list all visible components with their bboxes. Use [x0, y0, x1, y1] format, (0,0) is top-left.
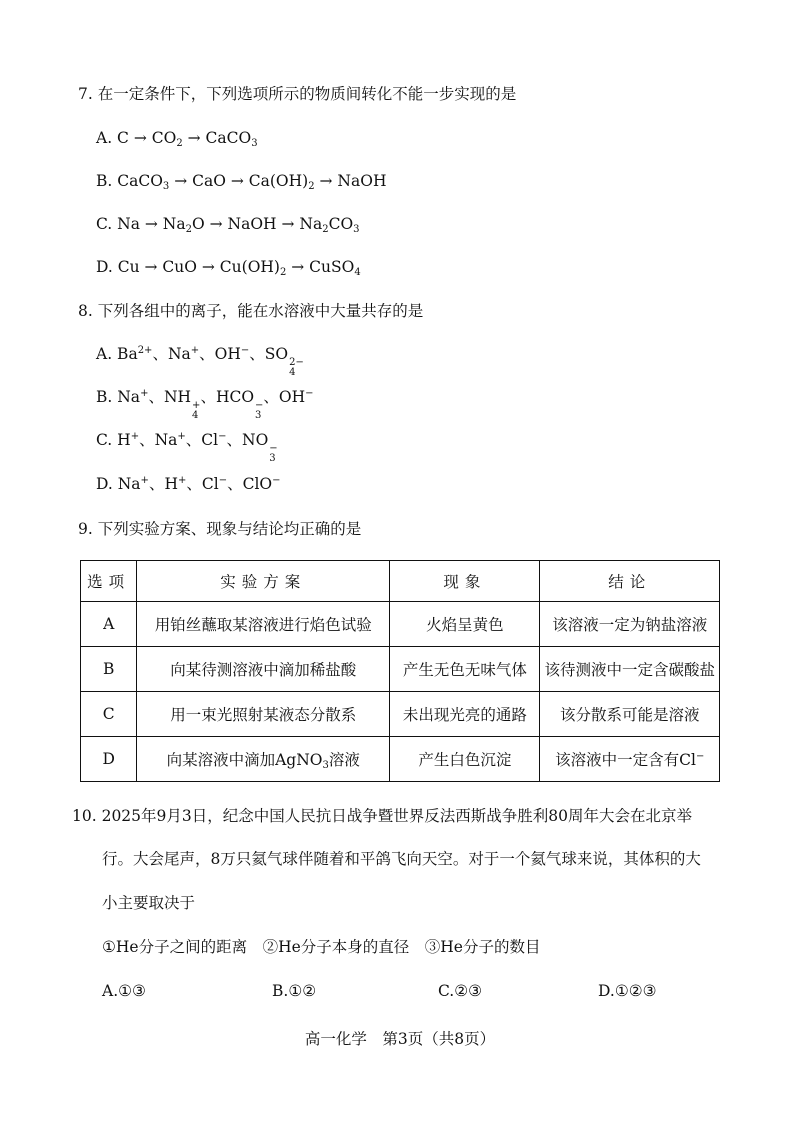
q10-option-d	[598, 981, 657, 1001]
q10-option-a	[102, 981, 146, 1001]
q10-option-b-text: ①②	[288, 982, 317, 1000]
q7-option-d: D. Cu → CuO → $Cu(OH)_2$ → CuSO$_4$	[96, 258, 361, 278]
row-c-phenomenon: 未出现光亮的通路	[390, 692, 540, 737]
q10-option-c-text: ②③	[454, 982, 483, 1000]
q8-option-a: A. $Ba^{2+}$、Na+、OH−、SO 2− 4	[96, 345, 304, 378]
row-c-plan: 用一束光照射某液态分散系	[137, 692, 390, 737]
row-c-conclusion: 该分散系可能是溶液	[540, 692, 720, 737]
q7-option-b: B. CaCO$_3$ → CaO → $Ca(OH)_2$ → NaOH	[96, 172, 387, 192]
q7-option-a: A. $C \to CO_2$ → CaCO$_3$	[96, 129, 258, 149]
row-b-option: B	[81, 647, 137, 692]
row-a-phenomenon: 火焰呈黄色	[390, 602, 540, 647]
table-row	[81, 647, 720, 692]
row-d-plan: 向某溶液中滴加AgNO$_3$溶液	[137, 737, 390, 782]
table-header-row	[81, 561, 720, 602]
q7-option-c: C. $Na \to Na_2O$ → NaOH → $Na_2CO_3$	[96, 215, 360, 235]
row-d-conclusion: 该溶液中一定含有Cl−	[540, 737, 720, 782]
q10-option-b-label: B.	[272, 982, 289, 1000]
table-row	[81, 602, 720, 647]
row-d-phenomenon: 产生白色沉淀	[390, 737, 540, 782]
row-a-conclusion: 该溶液一定为钠盐溶液	[540, 602, 720, 647]
q8-option-c: C. H+、Na+、Cl−、NO − 3	[96, 431, 278, 464]
row-b-phenomenon: 产生无色无味气体	[390, 647, 540, 692]
q10-option-a-text: ①③	[118, 982, 146, 1000]
experiment-table	[80, 560, 720, 782]
row-d-option: D	[81, 737, 137, 782]
q10-option-c-label: C.	[438, 982, 455, 1000]
header-conclusion: 结论	[540, 561, 720, 602]
q10-factors: ①He分子之间的距离 ②He分子本身的直径 ③He分子的数目	[102, 938, 541, 956]
q9-stem: 9. 下列实验方案、现象与结论均正确的是	[78, 520, 362, 538]
table-row	[81, 737, 720, 782]
row-a-option: A	[81, 602, 137, 647]
row-c-option: C	[81, 692, 137, 737]
row-b-conclusion: 该待测液中一定含碳酸盐	[540, 647, 720, 692]
q10-option-d-label: D.	[598, 982, 615, 1000]
header-phenomenon: 现象	[390, 561, 540, 602]
q10-option-d-text: ①②③	[614, 982, 657, 1000]
page-footer: 高一化学 第3页（共8页）	[304, 1030, 496, 1048]
header-plan: 实验方案	[137, 561, 390, 602]
q8-stem: 8. 下列各组中的离子，能在水溶液中大量共存的是	[78, 302, 424, 320]
q7-stem: 7. 在一定条件下，下列选项所示的物质间转化不能一步实现的是	[78, 85, 517, 103]
q10-stem-line2: 行。大会尾声，8万只氦气球伴随着和平鸽飞向天空。对于一个氦气球来说，其体积的大	[102, 850, 701, 868]
row-a-plan: 用铂丝蘸取某溶液进行焰色试验	[137, 602, 390, 647]
q10-stem-line1: 10. 2025年9月3日，纪念中国人民抗日战争暨世界反法西斯战争胜利80周年大会在北京举	[72, 807, 692, 825]
q10-stem-line3: 小主要取决于	[102, 894, 196, 912]
q10-option-b	[272, 981, 316, 1001]
q10-option-a-label: A.	[102, 982, 119, 1000]
table-row	[81, 692, 720, 737]
q8-option-b: B. Na+、NH + 4 、HCO − 3 、OH−	[96, 388, 314, 421]
row-b-plan: 向某待测溶液中滴加稀盐酸	[137, 647, 390, 692]
q10-option-c	[438, 981, 482, 1001]
header-option: 选项	[81, 561, 137, 602]
q8-option-d: D. Na+、H+、Cl−、ClO−	[96, 475, 281, 493]
